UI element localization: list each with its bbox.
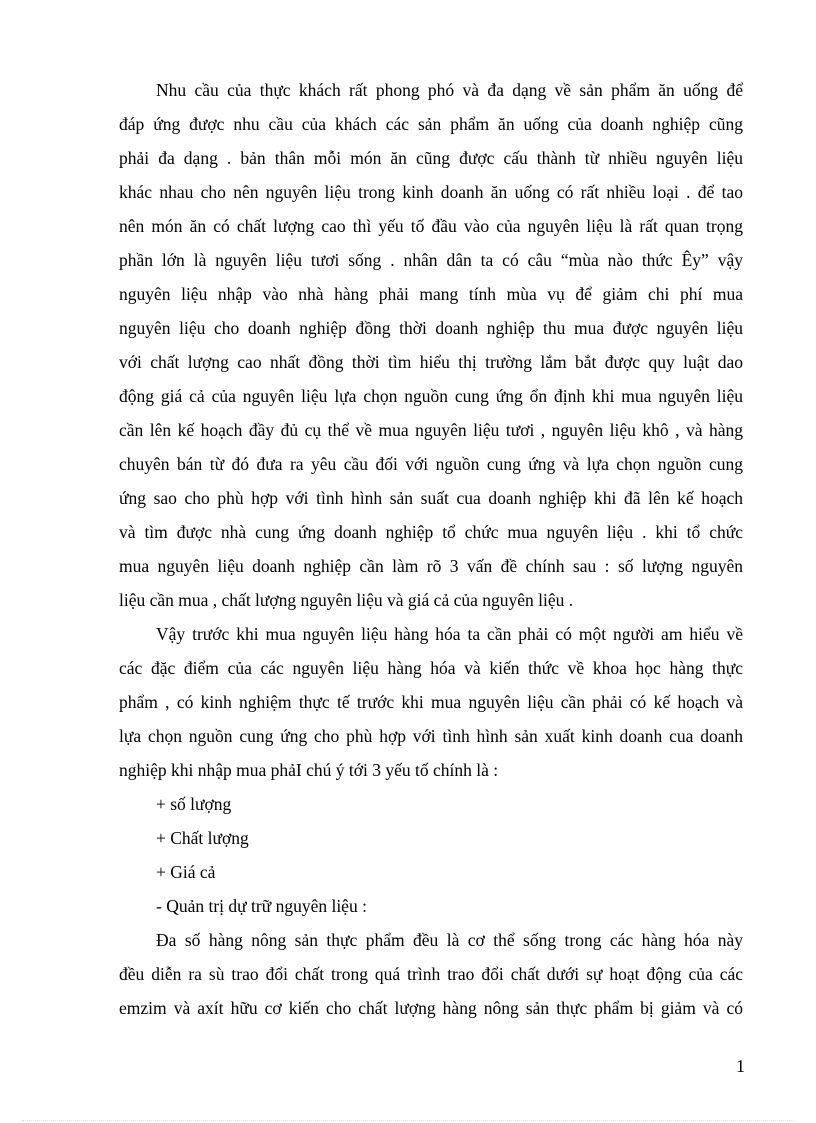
text-line: đáp ứng được nhu cầu của khách các sản phẩm ăn uống của doanh nghiệp cũng: [119, 114, 743, 134]
text-line: chuyên bán từ đó đưa ra yêu cầu đối với nguồn cung ứng và lựa chọn nguồn cung: [119, 454, 743, 474]
text-line: nguyên liệu cho doanh nghiệp đồng thời doanh nghiệp thu mua được nguyên liệu: [119, 318, 743, 338]
text-line: khác nhau cho nên nguyên liệu trong kinh doanh ăn uống có rất nhiều loại . để tao: [119, 182, 743, 202]
text-line: liệu cần mua , chất lượng nguyên liệu và giá cả của nguyên liệu .: [119, 590, 574, 610]
text-line: + Chất lượng: [156, 828, 249, 848]
text-line: Vậy trước khi mua nguyên liệu hàng hóa ta cần phải có một người am hiểu về: [156, 624, 743, 644]
text-line: ứng sao cho phù hợp với tình hình sản suất cua doanh nghiệp khi đã lên kế hoạch: [119, 488, 743, 508]
text-line: phải đa dạng . bản thân mỗi món ăn cũng được cấu thành từ nhiều nguyên liệu: [119, 148, 743, 168]
text-line: phẩm , có kinh nghiệm thực tế trước khi mua nguyên liệu cần phải có kế hoạch và: [119, 692, 743, 712]
text-line: nên món ăn có chất lượng cao thì yếu tố đầu vào của nguyên liệu là rất quan trọng: [119, 216, 743, 236]
text-line: và tìm được nhà cung ứng doanh nghiệp tổ chức mua nguyên liệu . khi tổ chức: [119, 522, 743, 542]
text-line: Đa số hàng nông sản thực phẩm đều là cơ thể sống trong các hàng hóa này: [156, 930, 743, 950]
text-line: lựa chọn nguồn cung ứng cho phù hợp với tình hình sản xuất kinh doanh cua doanh: [119, 726, 743, 746]
page-number: 1: [736, 1056, 745, 1076]
text-line: đều diễn ra sù trao đổi chất trong quá trình trao đổi chất dưới sự hoạt động của các: [119, 964, 743, 984]
footer-divider: [22, 1120, 794, 1121]
text-line: emzim và axít hữu cơ kiến cho chất lượng hàng nông sản thực phẩm bị giảm và có: [119, 998, 743, 1018]
text-line: nghiệp khi nhập mua phảI chú ý tới 3 yếu tố chính là :: [119, 760, 499, 780]
text-line: phần lớn là nguyên liệu tươi sống . nhân dân ta có câu “mùa nào thức Êy” vậy: [119, 250, 743, 270]
text-line: mua nguyên liệu doanh nghiệp cần làm rõ 3 vấn đề chính sau : số lượng nguyên: [119, 556, 743, 576]
text-line: nguyên liệu nhập vào nhà hàng phải mang tính mùa vụ để giảm chi phí mua: [119, 284, 743, 304]
text-line: động giá cả của nguyên liệu lựa chọn nguồn cung ứng ổn định khi mua nguyên liệu: [119, 386, 743, 406]
text-line: - Quản trị dự trữ nguyên liệu :: [156, 896, 367, 916]
text-line: với chất lượng cao nhất đồng thời tìm hiểu thị trường lắm bắt được quy luật dao: [119, 352, 743, 372]
text-line: cần lên kế hoạch đầy đủ cụ thể về mua nguyên liệu tươi , nguyên liệu khô , và hàng: [119, 420, 743, 440]
text-line: + số lượng: [156, 794, 232, 814]
text-line: Nhu cầu của thực khách rất phong phó và đa dạng về sản phẩm ăn uống để: [156, 80, 743, 100]
text-line: + Giá cả: [156, 862, 216, 882]
document-body: [119, 73, 743, 1025]
text-line: các đặc điểm của các nguyên liệu hàng hóa và kiến thức về khoa học hàng thực: [119, 658, 743, 678]
